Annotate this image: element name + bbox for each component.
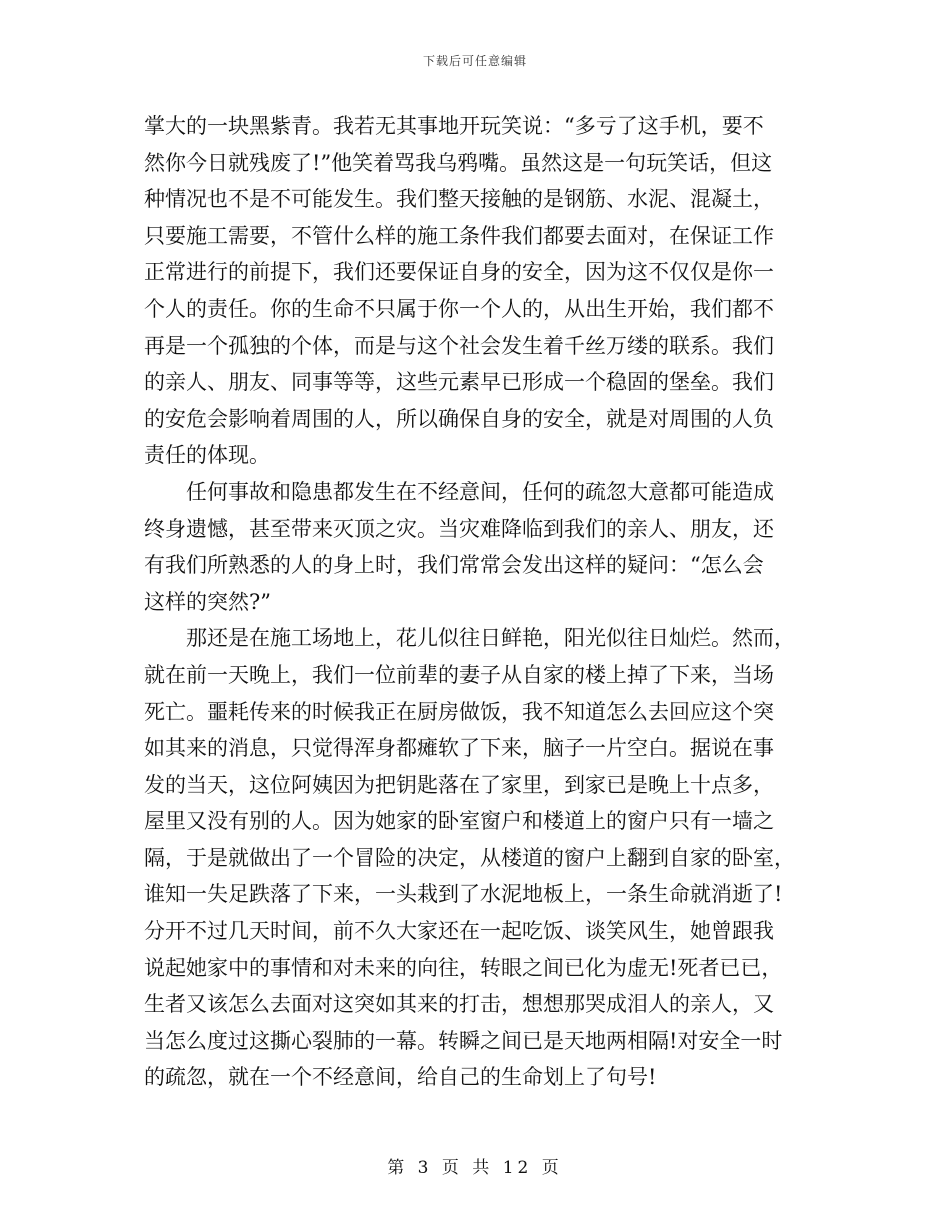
page-footer: 第 3 页 共 12 页 bbox=[387, 1158, 563, 1178]
page-header: 下载后可任意编辑 bbox=[422, 54, 527, 68]
text-line: 那还是在施工场地上，花儿似往日鲜艳，阳光似往日灿烂。然而， bbox=[186, 626, 795, 651]
text-line: 说起她家中的事情和对未来的向往，转眼之间已化为虚无!死者已已， bbox=[144, 955, 783, 980]
document-body bbox=[144, 108, 804, 1096]
text-line: 隔，于是就做出了一个冒险的决定，从楼道的窗户上翻到自家的卧室， bbox=[144, 845, 795, 870]
text-line: 只要施工需要，不管什么样的施工条件我们都要去面对，在保证工作 bbox=[144, 223, 774, 248]
text-line: 正常进行的前提下，我们还要保证自身的安全，因为这不仅仅是你一 bbox=[144, 260, 774, 285]
text-line: 的疏忽，就在一个不经意间，给自己的生命划上了句号! bbox=[144, 1065, 657, 1090]
text-line: 就在前一天晚上，我们一位前辈的妻子从自家的楼上掉了下来，当场 bbox=[144, 662, 774, 687]
text-line: 种情况也不是不可能发生。我们整天接触的是钢筋、水泥、混凝土， bbox=[144, 187, 774, 212]
text-line: 如其来的消息，只觉得浑身都瘫软了下来，脑子一片空白。据说在事 bbox=[144, 736, 774, 761]
text-line: 再是一个孤独的个体，而是与这个社会发生着千丝万缕的联系。我们 bbox=[144, 333, 774, 358]
text-line: 谁知一失足跌落了下来，一头栽到了水泥地板上，一条生命就消逝了! bbox=[144, 882, 783, 907]
text-line: 有我们所熟悉的人的身上时，我们常常会发出这样的疑问：“怎么会 bbox=[144, 553, 764, 578]
text-line: 分开不过几天时间，前不久大家还在一起吃饭、谈笑风生，她曾跟我 bbox=[144, 919, 774, 944]
text-line: 掌大的一块黑紫青。我若无其事地开玩笑说：“多亏了这手机，要不 bbox=[144, 114, 764, 138]
text-line: 终身遗憾，甚至带来灭顶之灾。当灾难降临到我们的亲人、朋友，还 bbox=[144, 516, 774, 541]
text-line: 当怎么度过这撕心裂肺的一幕。转瞬之间已是天地两相隔!对安全一时 bbox=[144, 1028, 783, 1053]
text-line: 然你今日就残废了!”他笑着骂我乌鸦嘴。虽然这是一句玩笑话，但这 bbox=[144, 150, 773, 175]
text-line: 死亡。噩耗传来的时候我正在厨房做饭，我不知道怎么去回应这个突 bbox=[144, 699, 774, 724]
text-line: 发的当天，这位阿姨因为把钥匙落在了家里，到家已是晚上十点多， bbox=[144, 772, 774, 797]
text-line: 生者又该怎么去面对这突如其来的打击，想想那哭成泪人的亲人，又 bbox=[144, 992, 774, 1017]
text-line: 这样的突然?” bbox=[144, 589, 271, 614]
text-line: 个人的责任。你的生命不只属于你一个人的，从出生开始，我们都不 bbox=[144, 296, 774, 321]
text-line: 屋里又没有别的人。因为她家的卧室窗户和楼道上的窗户只有一墙之 bbox=[144, 809, 774, 834]
text-line: 责任的体现。 bbox=[144, 443, 270, 468]
text-line: 的亲人、朋友、同事等等，这些元素早已形成一个稳固的堡垒。我们 bbox=[144, 370, 774, 395]
text-line: 的安危会影响着周围的人，所以确保自身的安全，就是对周围的人负 bbox=[144, 406, 774, 431]
text-line: 任何事故和隐患都发生在不经意间，任何的疏忽大意都可能造成 bbox=[186, 479, 774, 504]
